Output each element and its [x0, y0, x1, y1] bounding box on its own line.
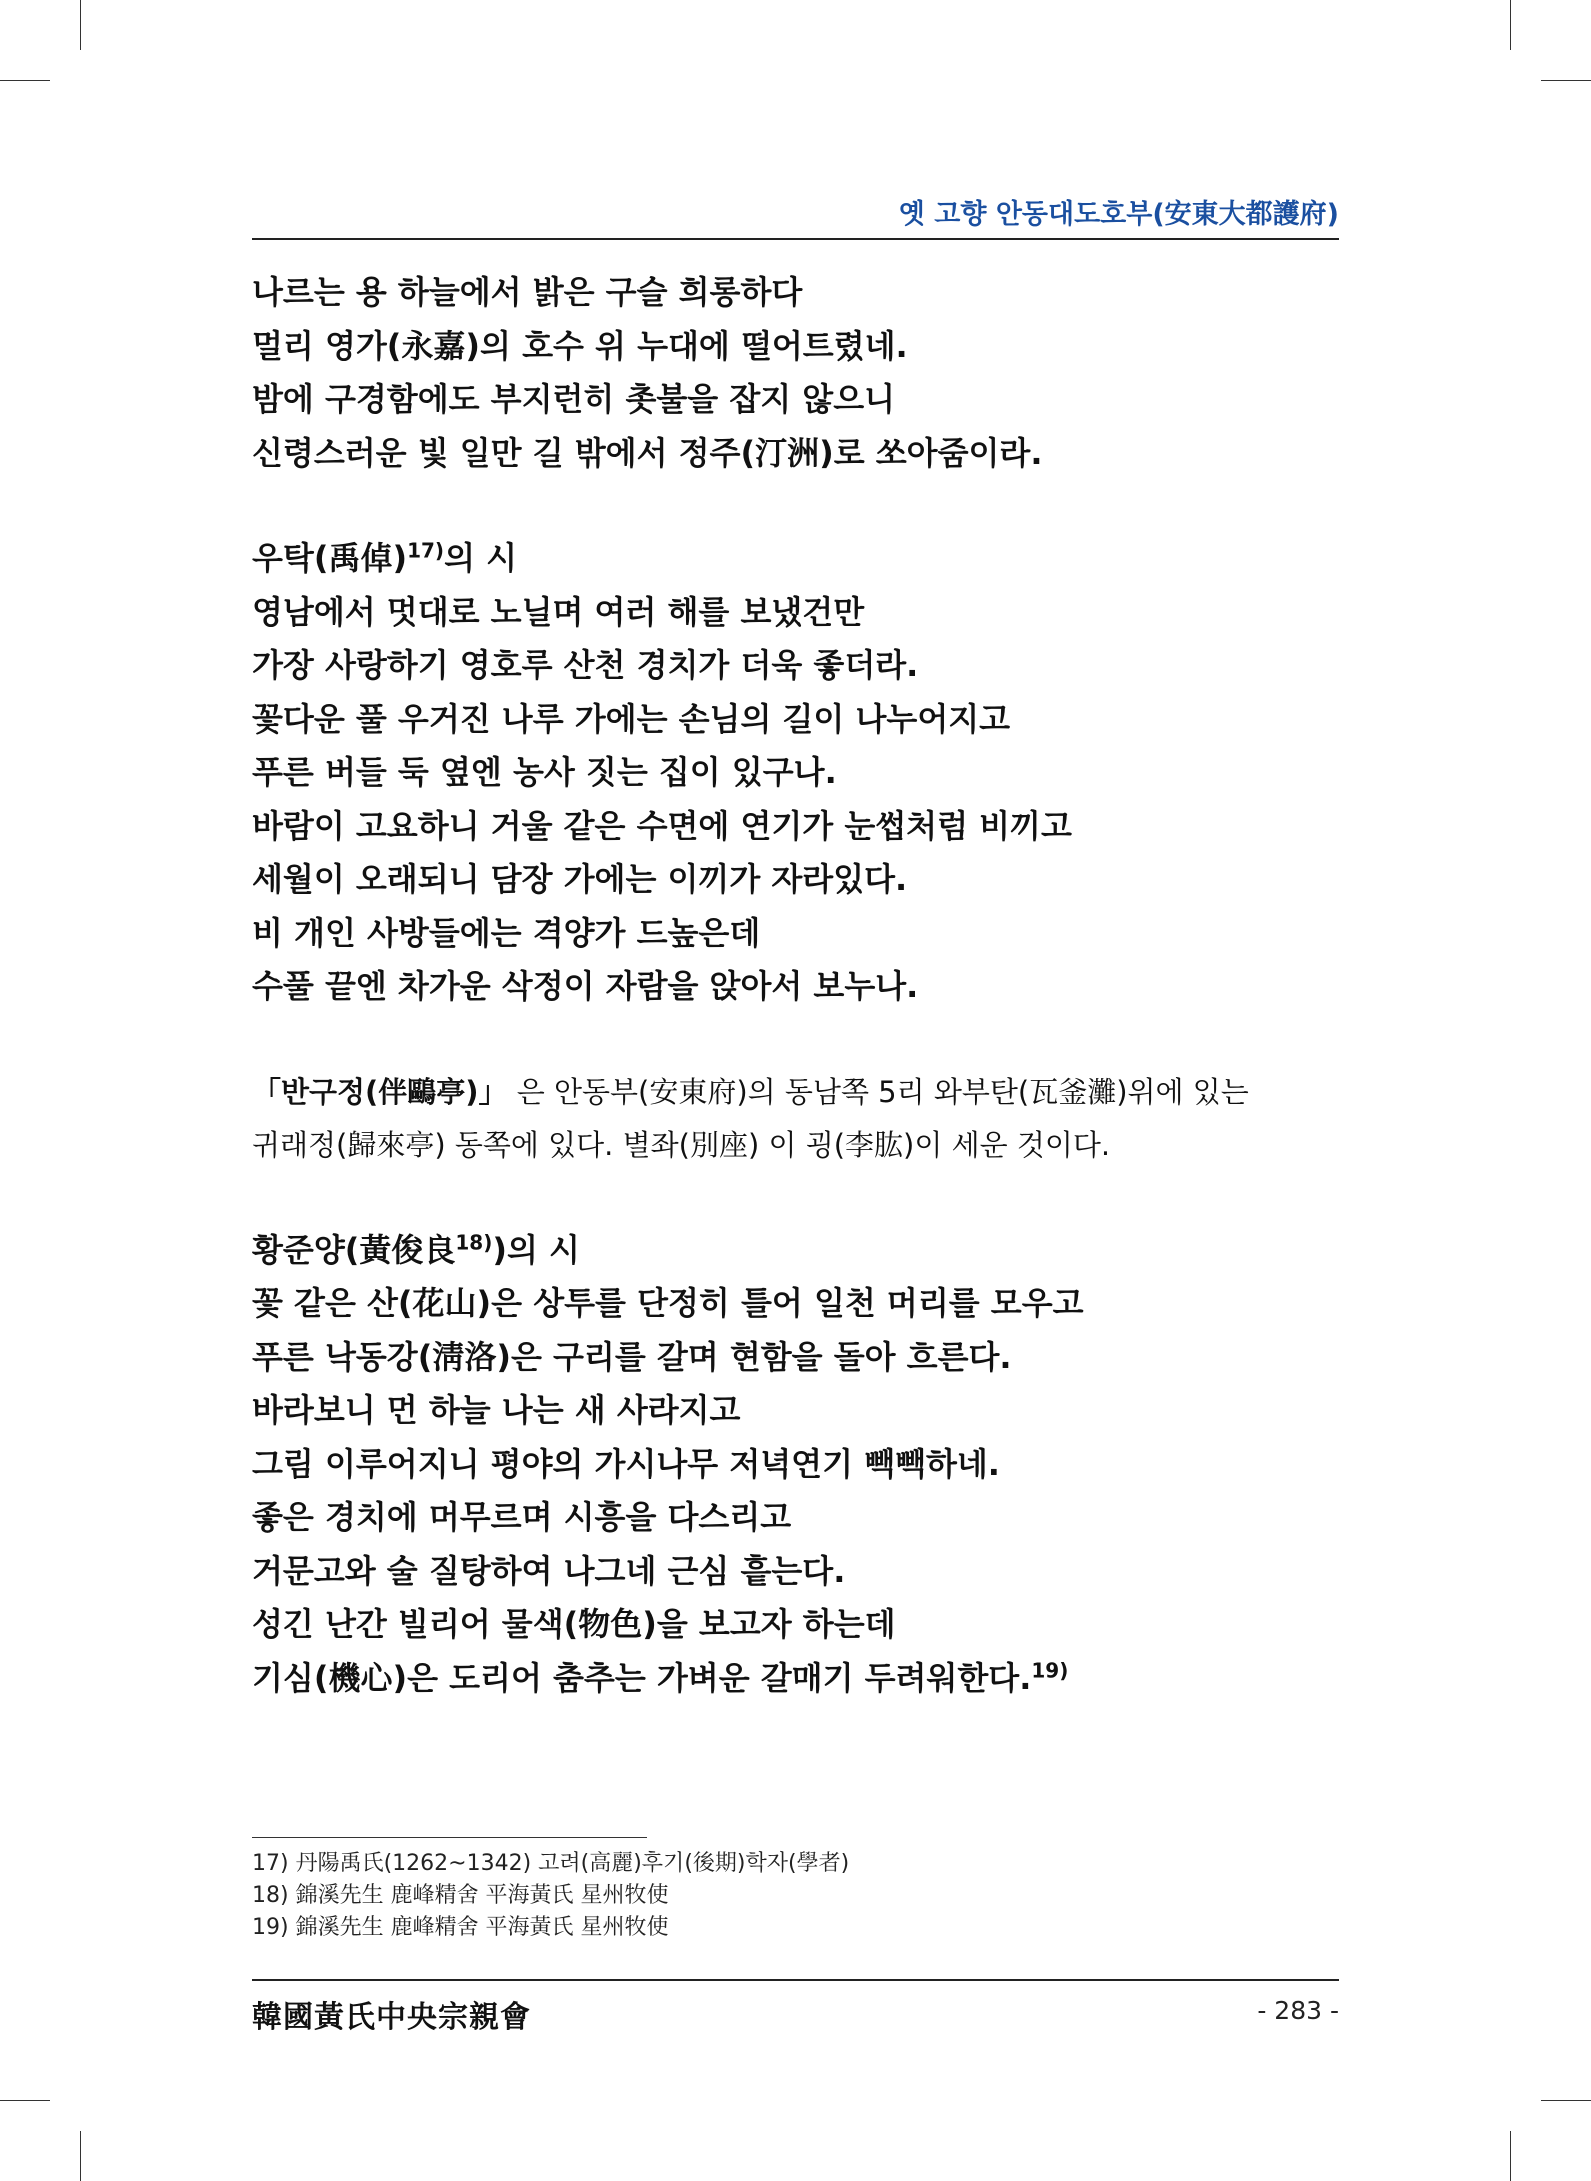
crop-mark — [0, 80, 50, 81]
poem-line: 좋은 경치에 머무르며 시흥을 다스리고 — [252, 1498, 792, 1536]
header-rule — [252, 238, 1339, 240]
poem-line: 멀리 영가(永嘉)의 호수 위 누대에 떨어트렸네. — [252, 326, 908, 365]
poem-line: 신령스러운 빛 일만 길 밖에서 정주(汀洲)로 쏘아줌이라. — [252, 433, 1043, 472]
footnote-17: 17) 丹陽禹氏(1262~1342) 고려(高麗)후기(後期)학자(學者) — [252, 1851, 850, 1876]
crop-mark — [1510, 2131, 1511, 2181]
poem-line: 가장 사랑하기 영호루 산천 경치가 더욱 좋더라. — [252, 646, 919, 684]
poem-2-title-main: 우탁(禹倬) — [252, 539, 408, 577]
footer-brand: 韓國黃氏中央宗親會 — [252, 2000, 531, 2035]
footnote-ref-19: 19) — [1031, 1657, 1069, 1682]
crop-mark — [80, 0, 81, 50]
crop-mark — [0, 2100, 50, 2101]
poem-line — [252, 1652, 1339, 1706]
poem-line: 바람이 고요하니 거울 같은 수면에 연기가 눈썹처럼 비끼고 — [252, 806, 1072, 845]
prose-line — [252, 1066, 1339, 1119]
spacer — [252, 480, 1339, 532]
poem-line: 그림 이루어지니 평야의 가시나무 저녁연기 빽빽하네. — [252, 1444, 1000, 1483]
crop-mark — [80, 2131, 81, 2181]
poem-2-title-suffix: 의 시 — [444, 539, 518, 577]
poem-3 — [252, 1224, 1339, 1706]
prose-line: 귀래정(歸來亭) 동쪽에 있다. 별좌(別座) 이 굉(李肱)이 세운 것이다. — [252, 1127, 1111, 1162]
footnote-ref-18: 18) — [455, 1229, 493, 1254]
spacer — [252, 1014, 1339, 1066]
poem-3-title-main: 황준양(黃俊良 — [252, 1230, 456, 1269]
page-body — [252, 266, 1339, 1705]
page-number: - 283 - — [1257, 1996, 1339, 2025]
prose-text: 은 안동부(安東府)의 동남쪽 5리 와부탄(瓦釜灘)위에 있는 — [516, 1074, 1249, 1109]
poem-line: 수풀 끝엔 차가운 삭정이 자람을 앉아서 보누나. — [252, 967, 919, 1005]
poem-3-title — [252, 1224, 1339, 1278]
crop-mark — [1541, 2100, 1591, 2101]
poem-line: 거문고와 술 질탕하여 나그네 근심 흩는다. — [252, 1551, 846, 1590]
poem-2 — [252, 532, 1339, 1014]
poem-2-title — [252, 532, 1339, 586]
poem-line: 꽃 같은 산(花山)은 상투를 단정히 틀어 일천 머리를 모우고 — [252, 1284, 1084, 1322]
footnote-18: 18) 錦溪先生 鹿峰精舍 平海黃氏 星州牧使 — [252, 1883, 669, 1908]
footnote-rule — [252, 1837, 647, 1838]
pavilion-name: 「반구정(伴鷗亭)」 — [252, 1074, 508, 1109]
poem-last-line: 기심(機心)은 도리어 춤추는 가벼운 갈매기 두려워한다. — [252, 1658, 1032, 1697]
poem-line: 세월이 오래되니 담장 가에는 이끼가 자라있다. — [252, 860, 908, 898]
crop-mark — [1510, 0, 1511, 50]
poem-line: 성긴 난간 빌리어 물색(物色)을 보고자 하는데 — [252, 1605, 896, 1643]
poem-line: 꽃다운 풀 우거진 나루 가에는 손님의 길이 나누어지고 — [252, 699, 1011, 738]
poem-line: 바라보니 먼 하늘 나는 새 사라지고 — [252, 1391, 741, 1429]
poem-1 — [252, 266, 1339, 480]
crop-mark — [1541, 80, 1591, 81]
poem-line: 밤에 구경함에도 부지런히 촛불을 잡지 않으니 — [252, 380, 896, 418]
poem-line: 푸른 낙동강(淸洛)은 구리를 갈며 현함을 돌아 흐른다. — [252, 1337, 1012, 1376]
poem-line: 푸른 버들 둑 옆엔 농사 짓는 집이 있구나. — [252, 753, 837, 791]
poem-line: 비 개인 사방들에는 격양가 드높은데 — [252, 913, 761, 952]
footnotes — [252, 1848, 849, 1944]
running-header: 옛 고향 안동대도호부(安東大都護府) — [898, 199, 1339, 230]
prose-paragraph — [252, 1066, 1339, 1172]
poem-line: 영남에서 멋대로 노닐며 여러 해를 보냈건만 — [252, 592, 865, 631]
poem-line: 나르는 용 하늘에서 밝은 구슬 희롱하다 — [252, 273, 803, 311]
poem-3-title-suffix: )의 시 — [492, 1230, 580, 1269]
spacer — [252, 1172, 1339, 1224]
footer-rule — [252, 1979, 1339, 1981]
footnote-ref-17: 17) — [407, 538, 445, 563]
footnote-19: 19) 錦溪先生 鹿峰精舍 平海黃氏 星州牧使 — [252, 1915, 669, 1940]
